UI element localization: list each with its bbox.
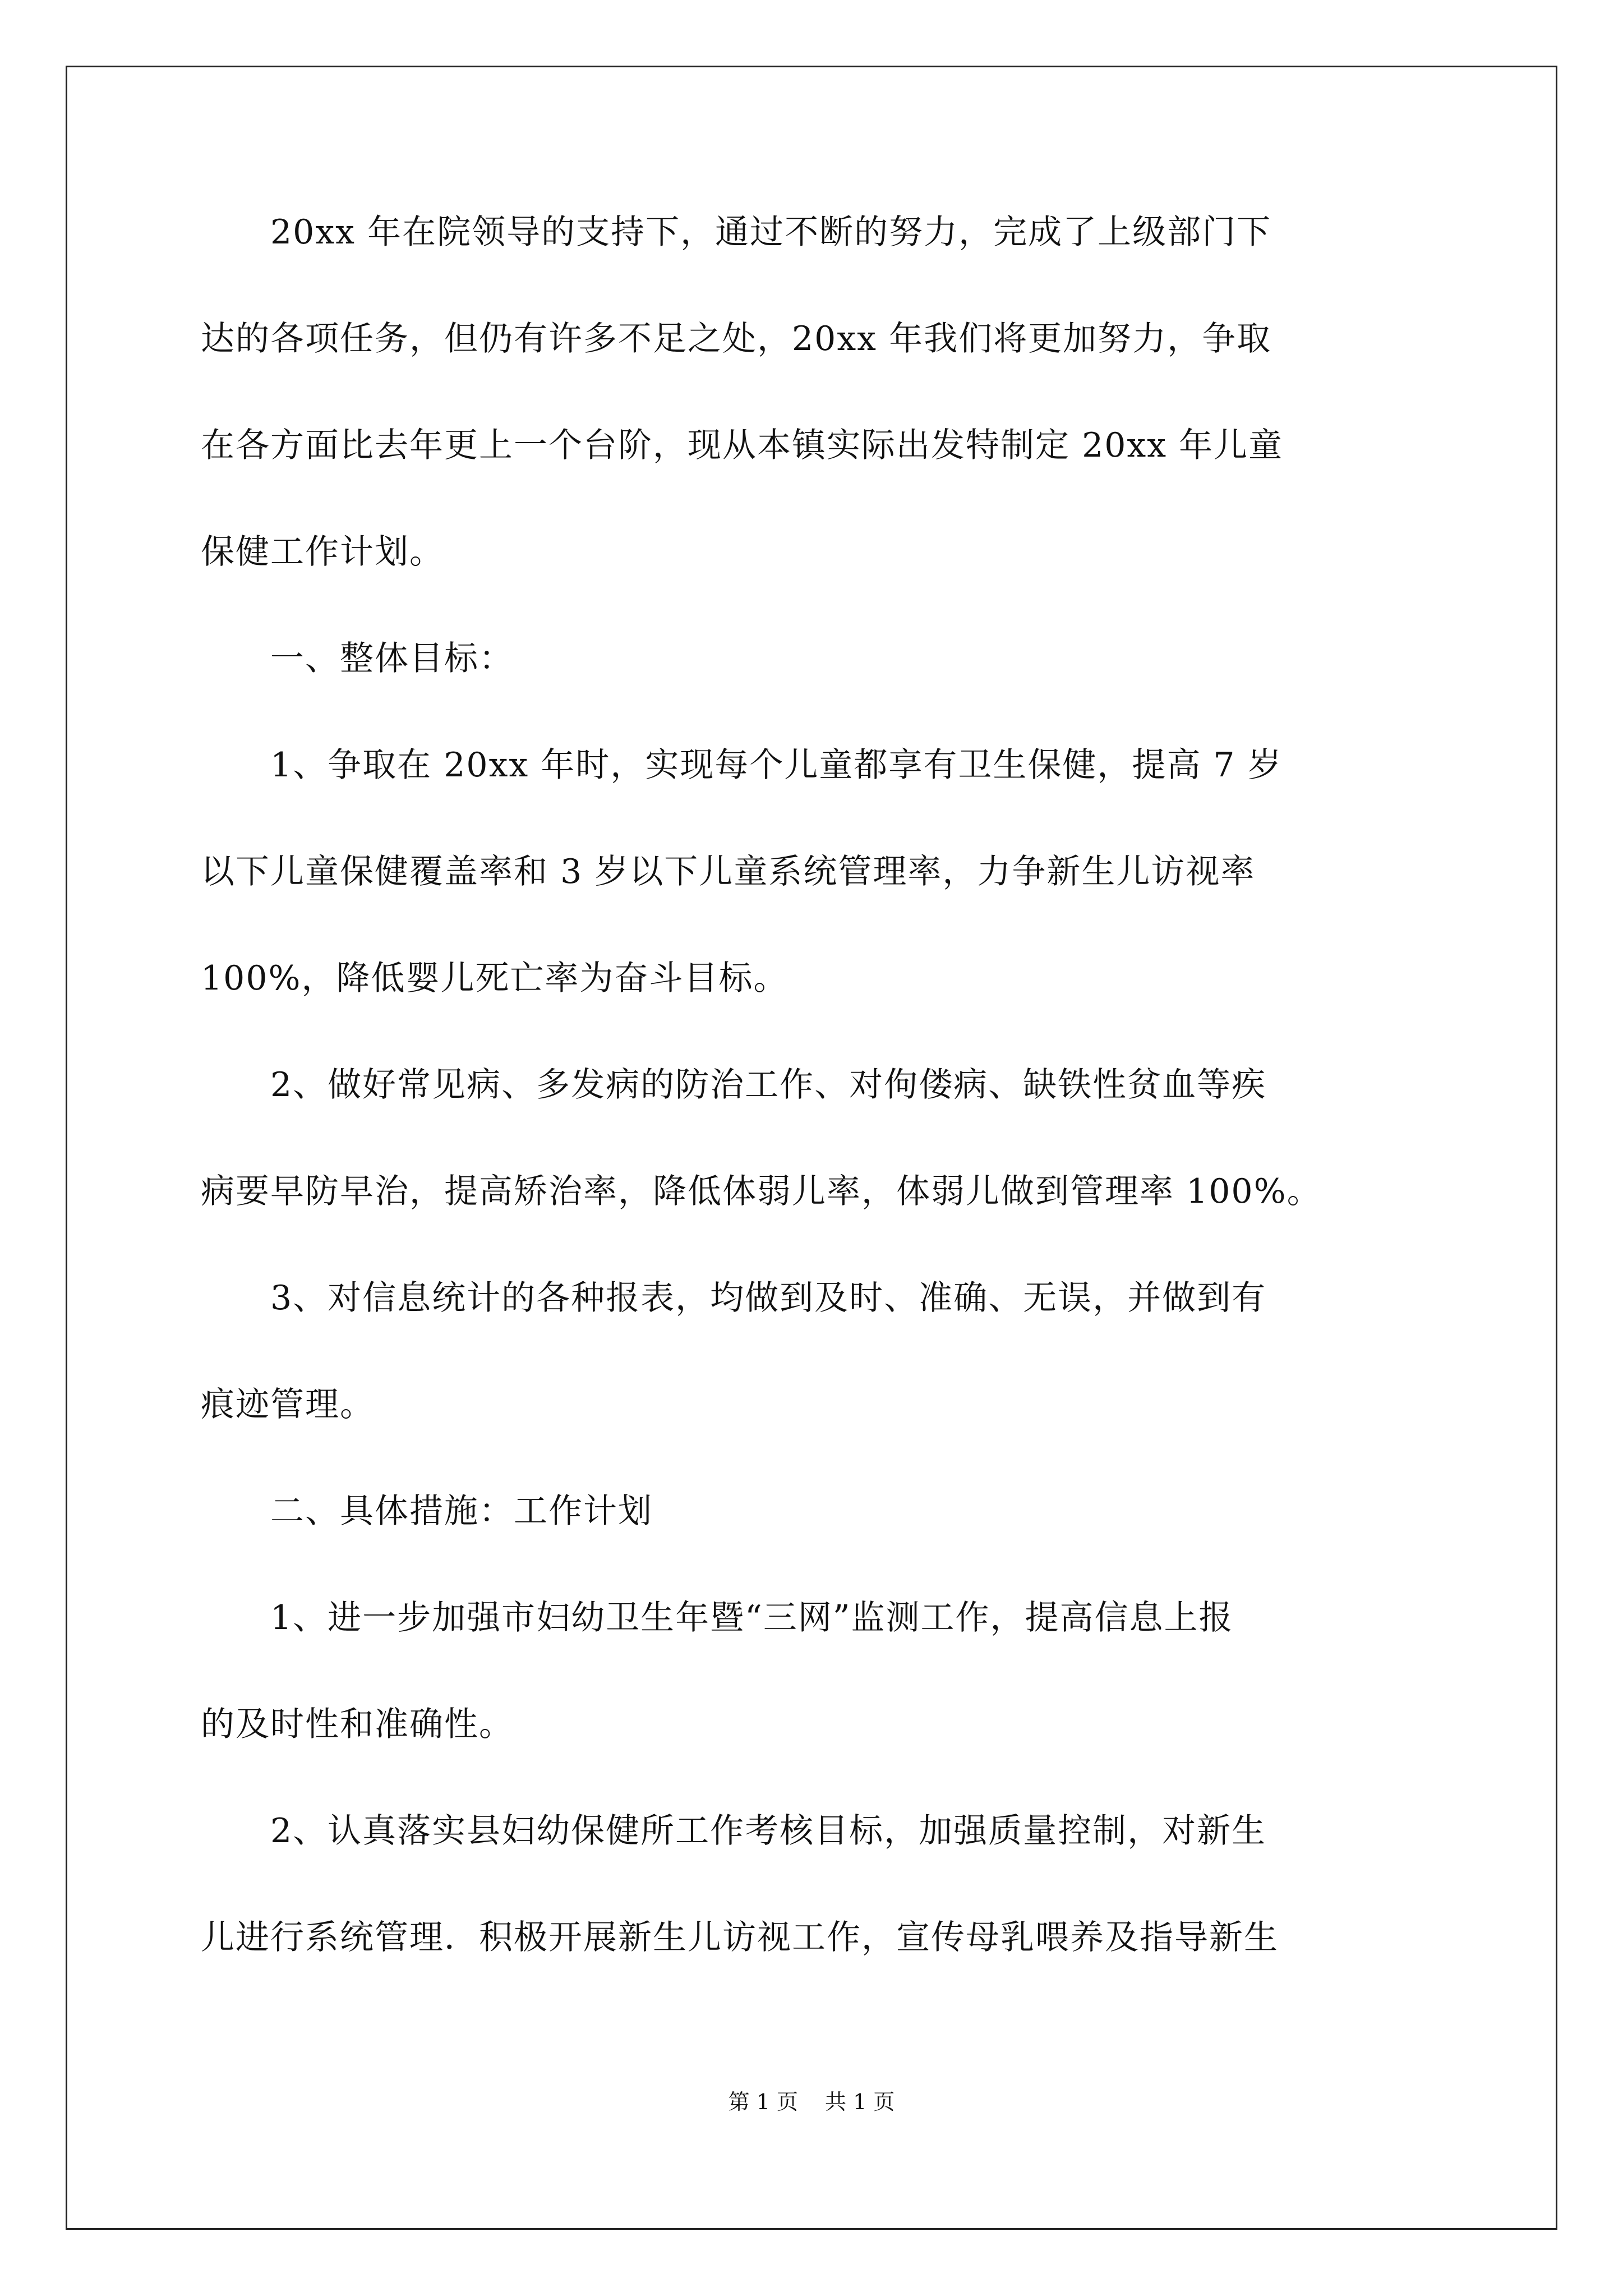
text-line: 1、进一步加强市妇幼卫生年暨“三网”监测工作，提高信息上报 (201, 1598, 1234, 1637)
text-line: 20xx 年在院领导的支持下，通过不断的努力，完成了上级部门下 (201, 213, 1272, 252)
text-line: 的及时性和准确性。 (201, 1705, 514, 1744)
text-line: 100%，降低婴儿死亡率为奋斗目标。 (201, 959, 789, 998)
text-line: 3、对信息统计的各种报表，均做到及时、准确、无误，并做到有 (201, 1278, 1267, 1318)
text-line: 2、做好常见病、多发病的防治工作、对佝偻病、缺铁性贫血等疾 (201, 1065, 1267, 1105)
text-line: 以下儿童保健覆盖率和 3 岁以下儿童系统管理率，力争新生儿访视率 (201, 852, 1256, 891)
section-heading: 一、整体目标： (201, 639, 514, 678)
section-heading: 二、具体措施：工作计划 (201, 1492, 653, 1531)
page-border (66, 66, 1557, 2230)
text-line: 痕迹管理。 (201, 1385, 375, 1424)
text-line: 在各方面比去年更上一个台阶，现从本镇实际出发特制定 20xx 年儿童 (201, 426, 1284, 465)
text-line: 2、认真落实县妇幼保健所工作考核目标，加强质量控制，对新生 (201, 1811, 1267, 1851)
text-line: 达的各项任务，但仍有许多不足之处，20xx 年我们将更加努力，争取 (201, 319, 1272, 358)
text-line: 保健工作计划。 (201, 532, 444, 572)
page-footer (0, 2088, 1623, 2116)
text-line: 1、争取在 20xx 年时，实现每个儿童都享有卫生保健，提高 7 岁 (201, 746, 1283, 785)
text-line: 病要早防早治，提高矫治率，降低体弱儿率，体弱儿做到管理率 100%。 (201, 1172, 1322, 1211)
text-line: 儿进行系统管理．积极开展新生儿访视工作，宣传母乳喂养及指导新生 (201, 1918, 1279, 1957)
page-total: 共 1 页 (825, 2090, 895, 2114)
page-number: 第 1 页 (728, 2090, 798, 2114)
